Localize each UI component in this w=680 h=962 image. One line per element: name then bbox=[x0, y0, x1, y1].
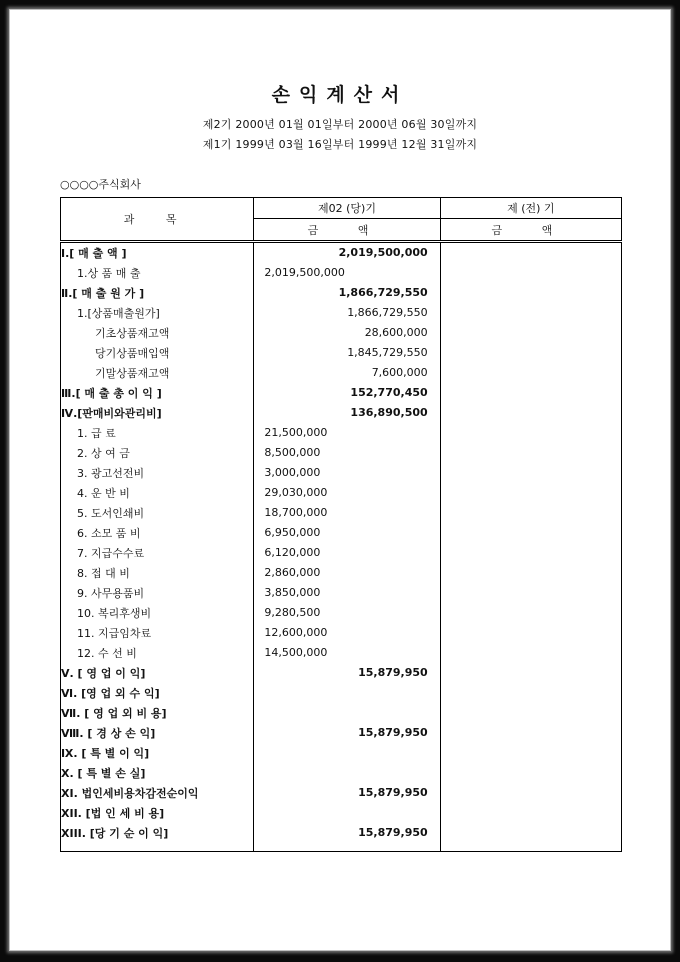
row-subject: 11. 지급임차료 bbox=[61, 623, 254, 643]
table-row bbox=[61, 583, 622, 603]
table-row bbox=[61, 403, 622, 423]
row-current-amount bbox=[254, 423, 440, 443]
row-detail-amount: 9,280,500 bbox=[264, 606, 321, 619]
row-detail-amount: 14,500,000 bbox=[264, 646, 328, 659]
row-previous-amount bbox=[440, 723, 621, 743]
table-row bbox=[61, 603, 622, 623]
row-subject: 1. 급 료 bbox=[61, 423, 254, 443]
row-total-amount: 15,879,950 bbox=[358, 826, 428, 839]
row-current-amount bbox=[254, 783, 440, 803]
row-current-amount bbox=[254, 383, 440, 403]
row-total-amount: 15,879,950 bbox=[358, 666, 428, 679]
table-row bbox=[61, 523, 622, 543]
row-current-amount bbox=[254, 623, 440, 643]
row-detail-amount: 21,500,000 bbox=[264, 426, 328, 439]
company-name: ○○○○주식회사 bbox=[60, 178, 141, 191]
row-current-amount bbox=[254, 543, 440, 563]
row-current-amount bbox=[254, 503, 440, 523]
row-current-amount bbox=[254, 443, 440, 463]
row-subject: Ⅵ. [영 업 외 수 익] bbox=[61, 683, 254, 703]
header-amount-previous: 금 액 bbox=[491, 223, 571, 237]
table-row bbox=[61, 383, 622, 403]
row-subject: 당기상품매입액 bbox=[61, 343, 254, 363]
table-row bbox=[61, 503, 622, 523]
row-subject: Ⅸ. [ 특 별 이 익] bbox=[61, 743, 254, 763]
row-subject: 5. 도서인쇄비 bbox=[61, 503, 254, 523]
row-previous-amount bbox=[440, 403, 621, 423]
row-previous-amount bbox=[440, 343, 621, 363]
row-current-amount bbox=[254, 583, 440, 603]
page-title: 손익계산서 bbox=[271, 84, 409, 106]
income-statement-table bbox=[60, 197, 622, 852]
row-previous-amount bbox=[440, 703, 621, 723]
table-row bbox=[61, 263, 622, 283]
row-subject: Ⅴ. [ 영 업 이 익] bbox=[61, 663, 254, 683]
table-row bbox=[61, 443, 622, 463]
row-detail-amount: 2,019,500,000 bbox=[264, 266, 345, 279]
row-subject: Ⅷ. [ 경 상 손 익] bbox=[61, 723, 254, 743]
row-total-amount: 1,866,729,550 bbox=[347, 306, 428, 319]
row-current-amount bbox=[254, 663, 440, 683]
row-detail-amount: 8,500,000 bbox=[264, 446, 321, 459]
row-detail-amount: 12,600,000 bbox=[264, 626, 328, 639]
row-detail-amount: 3,000,000 bbox=[264, 466, 321, 479]
row-subject: 기초상품재고액 bbox=[61, 323, 254, 343]
row-previous-amount bbox=[440, 823, 621, 843]
row-current-amount bbox=[254, 723, 440, 743]
row-detail-amount: 3,850,000 bbox=[264, 586, 321, 599]
row-total-amount: 15,879,950 bbox=[358, 786, 428, 799]
row-subject: XII. [법 인 세 비 용] bbox=[61, 803, 254, 823]
row-previous-amount bbox=[440, 243, 621, 263]
row-current-amount bbox=[254, 683, 440, 703]
row-total-amount: 28,600,000 bbox=[364, 326, 428, 339]
row-subject: 4. 운 반 비 bbox=[61, 483, 254, 503]
row-detail-amount: 6,950,000 bbox=[264, 526, 321, 539]
row-previous-amount bbox=[440, 323, 621, 343]
row-previous-amount bbox=[440, 563, 621, 583]
row-previous-amount bbox=[440, 803, 621, 823]
row-subject: Ⅳ.[판매비와관리비] bbox=[61, 403, 254, 423]
header-amount-current: 금 액 bbox=[254, 219, 440, 242]
table-row bbox=[61, 343, 622, 363]
table-row bbox=[61, 703, 622, 723]
period-previous: 제1기 1999년 03월 16일부터 1999년 12월 31일까지 bbox=[202, 138, 478, 151]
row-total-amount: 1,866,729,550 bbox=[338, 286, 428, 299]
table-row bbox=[61, 723, 622, 743]
table-row bbox=[61, 803, 622, 823]
table-row bbox=[61, 763, 622, 783]
row-current-amount bbox=[254, 743, 440, 763]
row-detail-amount: 29,030,000 bbox=[264, 486, 328, 499]
row-current-amount bbox=[254, 323, 440, 343]
row-previous-amount bbox=[440, 523, 621, 543]
row-previous-amount bbox=[440, 503, 621, 523]
row-previous-amount bbox=[440, 303, 621, 323]
row-subject: 3. 광고선전비 bbox=[61, 463, 254, 483]
row-previous-amount bbox=[440, 683, 621, 703]
row-total-amount: 2,019,500,000 bbox=[338, 246, 428, 259]
table-row bbox=[61, 563, 622, 583]
row-subject: 기말상품재고액 bbox=[61, 363, 254, 383]
row-subject: 10. 복리후생비 bbox=[61, 603, 254, 623]
row-current-amount bbox=[254, 563, 440, 583]
row-current-amount bbox=[254, 463, 440, 483]
row-previous-amount bbox=[440, 743, 621, 763]
row-subject: 7. 지급수수료 bbox=[61, 543, 254, 563]
table-row bbox=[61, 463, 622, 483]
table-row bbox=[61, 363, 622, 383]
row-current-amount bbox=[254, 703, 440, 723]
table-row bbox=[61, 303, 622, 323]
statement-rows bbox=[61, 242, 622, 852]
row-current-amount bbox=[254, 303, 440, 323]
row-subject: 6. 소모 품 비 bbox=[61, 523, 254, 543]
row-previous-amount bbox=[440, 603, 621, 623]
row-current-amount bbox=[254, 603, 440, 623]
table-row bbox=[61, 283, 622, 303]
row-subject: Ⅲ.[ 매 출 총 이 익 ] bbox=[61, 383, 254, 403]
table-row bbox=[61, 663, 622, 683]
row-current-amount bbox=[254, 343, 440, 363]
row-previous-amount bbox=[440, 663, 621, 683]
row-current-amount bbox=[254, 363, 440, 383]
table-row bbox=[61, 743, 622, 763]
table-row bbox=[61, 423, 622, 443]
row-subject: 2. 상 여 금 bbox=[61, 443, 254, 463]
row-subject: 9. 사무용품비 bbox=[61, 583, 254, 603]
header-current-period: 제02 (당)기 bbox=[254, 198, 440, 219]
row-subject: Ⅶ. [ 영 업 외 비 용] bbox=[61, 703, 254, 723]
row-total-amount: 1,845,729,550 bbox=[347, 346, 428, 359]
row-previous-amount bbox=[440, 423, 621, 443]
row-subject: 1.상 품 매 출 bbox=[61, 263, 254, 283]
row-current-amount bbox=[254, 483, 440, 503]
header-previous-period: 제 (전) 기 bbox=[440, 198, 621, 219]
row-previous-amount bbox=[440, 363, 621, 383]
row-subject: 1.[상품매출원가] bbox=[61, 303, 254, 323]
row-current-amount bbox=[254, 403, 440, 423]
row-current-amount bbox=[254, 823, 440, 843]
row-subject: 12. 수 선 비 bbox=[61, 643, 254, 663]
row-subject: Ⅹ. [ 특 별 손 실] bbox=[61, 763, 254, 783]
row-current-amount bbox=[254, 263, 440, 283]
row-detail-amount: 6,120,000 bbox=[264, 546, 321, 559]
row-detail-amount: 18,700,000 bbox=[264, 506, 328, 519]
row-total-amount: 152,770,450 bbox=[350, 386, 428, 399]
row-previous-amount bbox=[440, 623, 621, 643]
table-row bbox=[61, 543, 622, 563]
row-previous-amount bbox=[440, 283, 621, 303]
row-total-amount: 7,600,000 bbox=[371, 366, 428, 379]
row-current-amount bbox=[254, 643, 440, 663]
table-row bbox=[61, 683, 622, 703]
table-row bbox=[61, 823, 622, 843]
row-subject: Ⅱ.[ 매 출 원 가 ] bbox=[61, 283, 254, 303]
row-current-amount bbox=[254, 523, 440, 543]
table-row bbox=[61, 483, 622, 503]
row-total-amount: 15,879,950 bbox=[358, 726, 428, 739]
row-current-amount bbox=[254, 803, 440, 823]
row-previous-amount bbox=[440, 783, 621, 803]
table-row bbox=[61, 783, 622, 803]
row-subject: XIII. [당 기 순 이 익] bbox=[61, 823, 254, 843]
row-subject: XI. 법인세비용차감전순이익 bbox=[61, 783, 254, 803]
row-previous-amount bbox=[440, 483, 621, 503]
row-detail-amount: 2,860,000 bbox=[264, 566, 321, 579]
row-previous-amount bbox=[440, 763, 621, 783]
period-current: 제2기 2000년 01월 01일부터 2000년 06월 30일까지 bbox=[202, 118, 478, 131]
row-current-amount bbox=[254, 763, 440, 783]
table-row bbox=[61, 643, 622, 663]
row-current-amount bbox=[254, 243, 440, 263]
row-subject: 8. 접 대 비 bbox=[61, 563, 254, 583]
table-row bbox=[61, 323, 622, 343]
row-previous-amount bbox=[440, 583, 621, 603]
row-previous-amount bbox=[440, 263, 621, 283]
header-subject: 과 목 bbox=[61, 198, 254, 242]
row-previous-amount bbox=[440, 543, 621, 563]
table-row bbox=[61, 623, 622, 643]
row-previous-amount bbox=[440, 643, 621, 663]
row-total-amount: 136,890,500 bbox=[350, 406, 428, 419]
row-previous-amount bbox=[440, 383, 621, 403]
row-previous-amount bbox=[440, 443, 621, 463]
table-row bbox=[61, 243, 622, 263]
row-previous-amount bbox=[440, 463, 621, 483]
row-current-amount bbox=[254, 283, 440, 303]
row-subject: Ⅰ.[ 매 출 액 ] bbox=[61, 243, 254, 263]
